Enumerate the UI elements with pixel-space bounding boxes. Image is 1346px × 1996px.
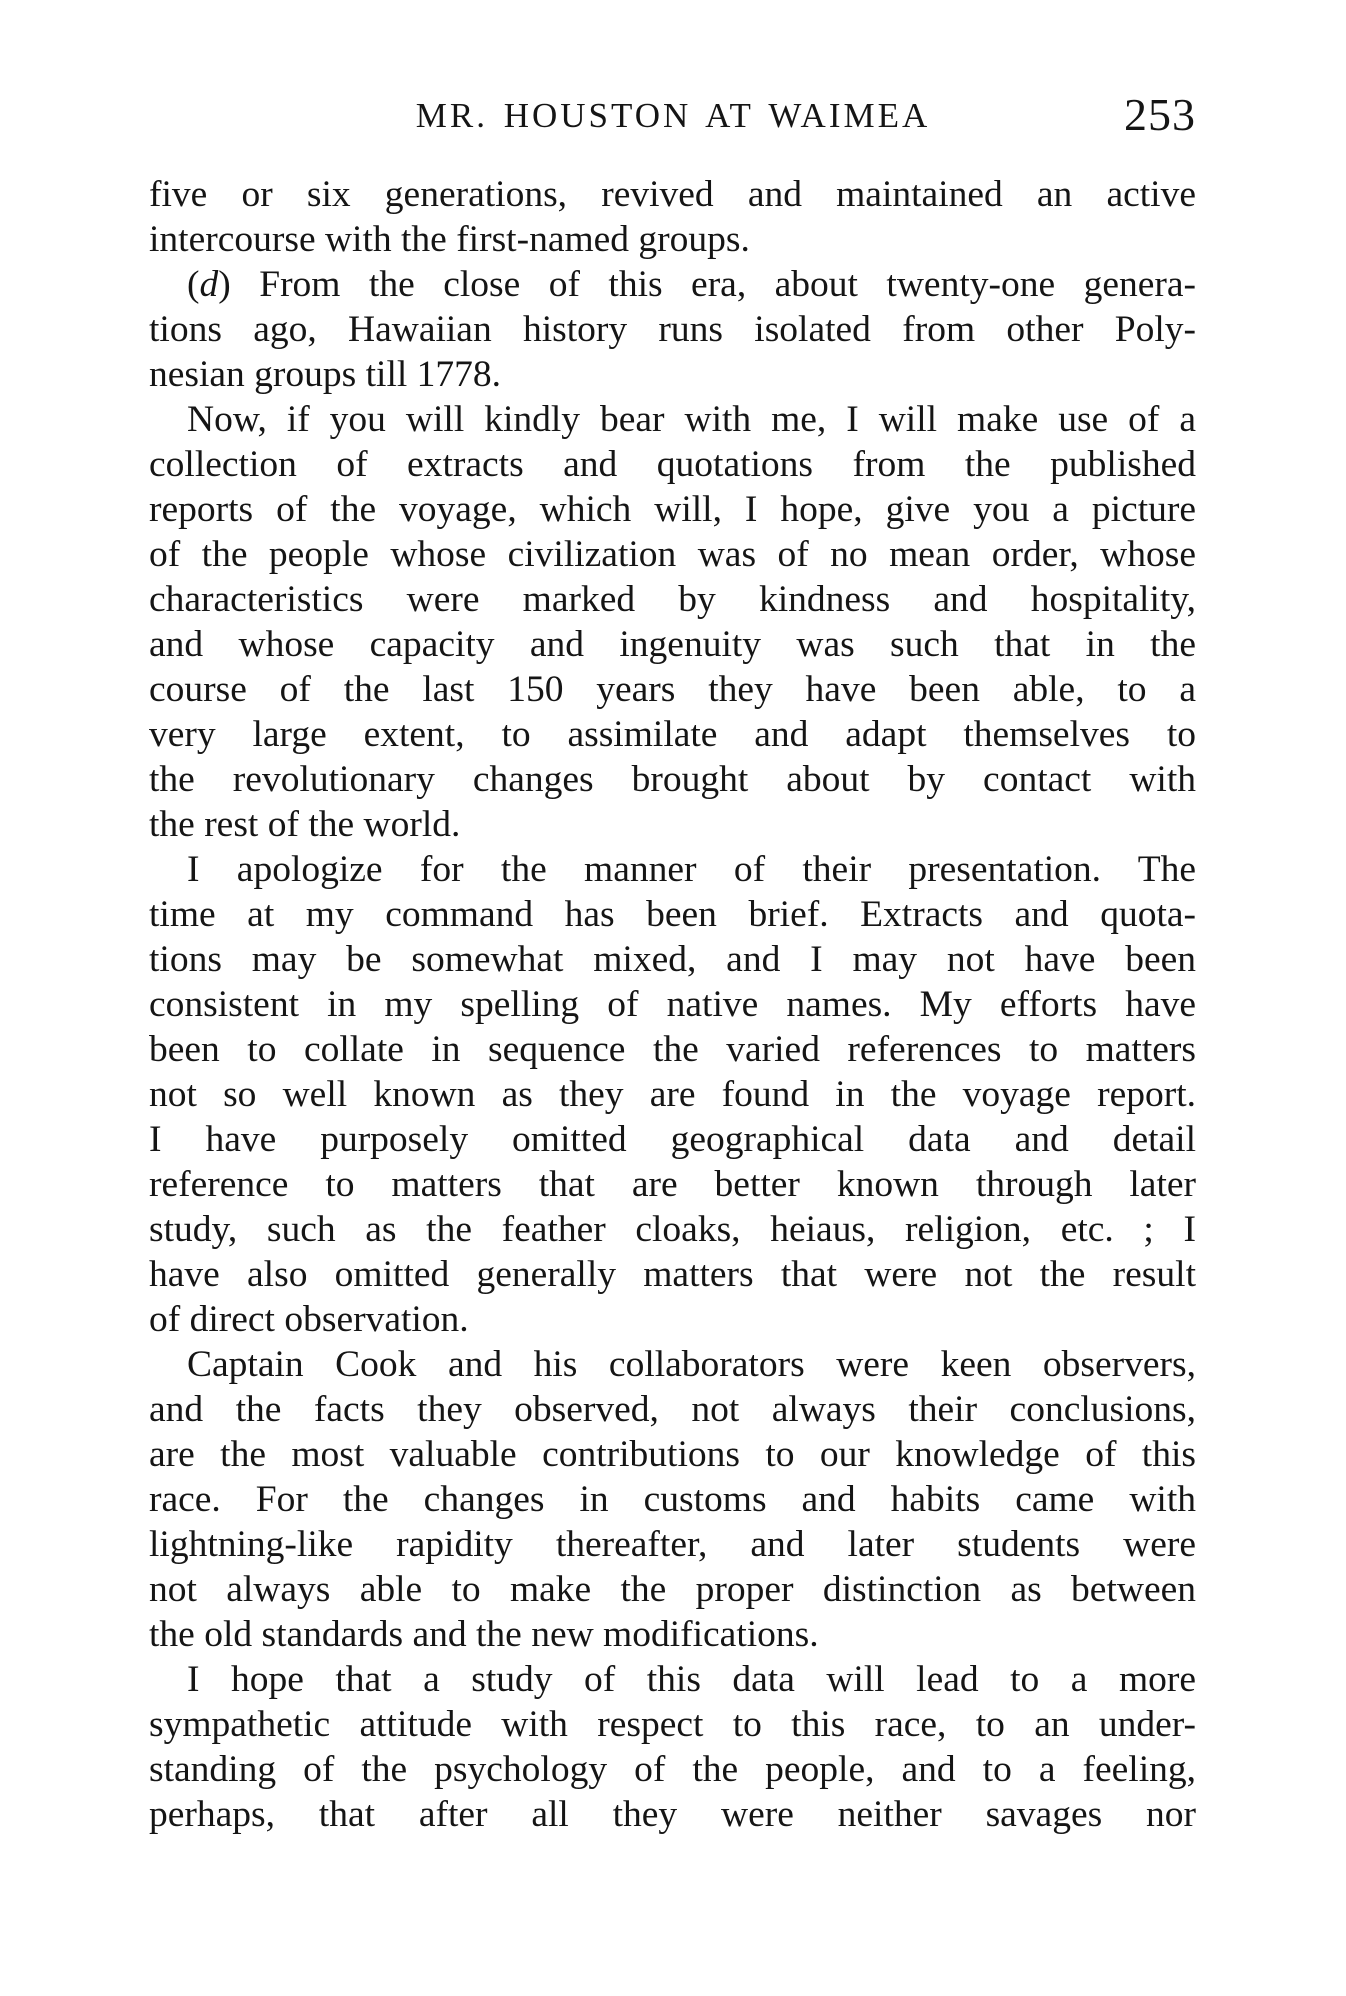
paragraph-apologize	[149, 847, 1196, 1342]
paragraph-i-hope	[149, 1657, 1196, 1837]
paragraph-continued	[149, 172, 1196, 262]
text-line: I hope that a study of this data will lead to a more	[187, 1659, 1196, 1700]
text-line: and the facts they observed, not always their conclusions,	[149, 1389, 1196, 1430]
text-line: characteristics were marked by kindness and hospitality,	[149, 579, 1196, 620]
running-title: MR. HOUSTON AT WAIMEA	[415, 96, 931, 135]
text-line: Captain Cook and his collaborators were keen observers,	[187, 1344, 1196, 1385]
text-line: are the most valuable contributions to our knowledge of this	[149, 1434, 1196, 1475]
text-line: of the people whose civilization was of no mean order, whose	[149, 534, 1196, 575]
text-line: the old standards and the new modifications.	[149, 1614, 819, 1655]
text-line: the revolutionary changes brought about by contact with	[149, 759, 1196, 800]
text-line: the rest of the world.	[149, 804, 461, 845]
text-line: study, such as the feather cloaks, heiaus, religion, etc. ; I	[149, 1209, 1196, 1250]
text-line: not always able to make the proper distinction as between	[149, 1569, 1196, 1610]
body-text	[149, 172, 1196, 1837]
text-line: lightning-like rapidity thereafter, and later students were	[149, 1524, 1196, 1565]
text-line: race. For the changes in customs and habits came with	[149, 1479, 1196, 1520]
text-line: have also omitted generally matters that were not the result	[149, 1254, 1196, 1295]
text-line: consistent in my spelling of native names. My efforts have	[149, 984, 1196, 1025]
text-line: I apologize for the manner of their presentation. The	[187, 849, 1196, 890]
text-line: perhaps, that after all they were neither savages nor	[149, 1794, 1196, 1835]
text-line: collection of extracts and quotations from the published	[149, 444, 1196, 485]
text-line: nesian groups till 1778.	[149, 354, 502, 395]
running-head	[150, 86, 1196, 146]
text-line: course of the last 150 years they have been able, to a	[149, 669, 1196, 710]
paragraph-captain-cook	[149, 1342, 1196, 1657]
text-line: of direct observation.	[149, 1299, 469, 1340]
text-line: five or six generations, revived and maintained an active	[149, 174, 1196, 215]
paragraph-d	[149, 262, 1196, 397]
text-line: intercourse with the first-named groups.	[149, 219, 750, 260]
text-line: very large extent, to assimilate and adapt themselves to	[149, 714, 1196, 755]
text-line: tions may be somewhat mixed, and I may not have been	[149, 939, 1196, 980]
paragraph-now-if	[149, 397, 1196, 847]
text-line: not so well known as they are found in the voyage report.	[149, 1074, 1196, 1115]
text-line: Now, if you will kindly bear with me, I will make use of a	[187, 399, 1196, 440]
page-number: 253	[1124, 89, 1196, 140]
text-line: I have purposely omitted geographical data and detail	[149, 1119, 1196, 1160]
text-line	[149, 262, 1196, 307]
text-line: time at my command has been brief. Extracts and quota-	[149, 894, 1196, 935]
text-line: tions ago, Hawaiian history runs isolated from other Poly-	[149, 309, 1196, 350]
list-label: d	[199, 264, 219, 305]
list-label-close: )	[218, 264, 231, 305]
list-label-open: (	[187, 264, 200, 305]
text-line: standing of the psychology of the people, and to a feeling,	[149, 1749, 1196, 1790]
text-line: reports of the voyage, which will, I hope, give you a picture	[149, 489, 1196, 530]
text-line: been to collate in sequence the varied references to matters	[149, 1029, 1196, 1070]
text-line: and whose capacity and ingenuity was such that in the	[149, 624, 1196, 665]
text-line: reference to matters that are better known through later	[149, 1164, 1196, 1205]
text-line: sympathetic attitude with respect to this race, to an under-	[149, 1704, 1196, 1745]
text-run: From the close of this era, about twenty-one genera-	[230, 264, 1196, 305]
